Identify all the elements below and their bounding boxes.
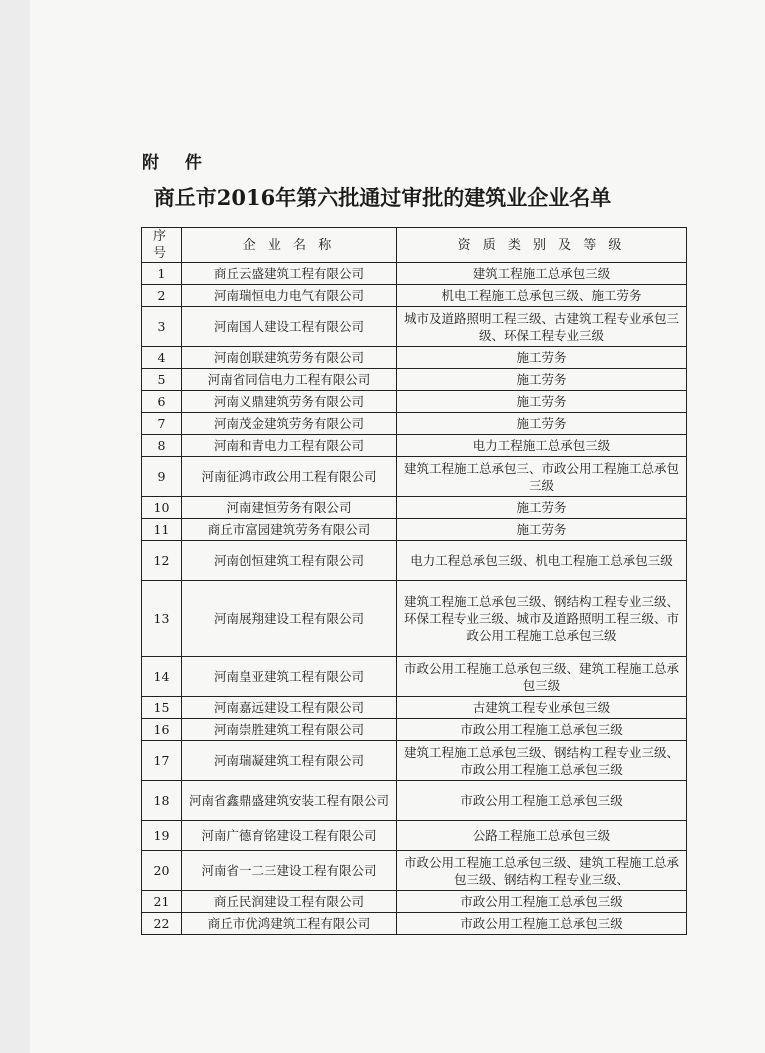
company-name: 河南皇亚建筑工程有限公司 [182,657,397,697]
table-row [142,369,687,391]
table-row [142,435,687,457]
qualification: 建筑工程施工总承包三级、钢结构工程专业三级、环保工程专业三级、城市及道路照明工程三级、市政公用工程施工总承包三级 [397,581,687,657]
company-name: 商丘市富园建筑劳务有限公司 [182,519,397,541]
table-row [142,851,687,891]
qualification: 建筑工程施工总承包三、市政公用工程施工总承包三级 [397,457,687,497]
row-number: 18 [142,781,182,821]
qualification: 市政公用工程施工总承包三级、建筑工程施工总承包三级、钢结构工程专业三级、 [397,851,687,891]
table-row [142,457,687,497]
company-name: 商丘云盛建筑工程有限公司 [182,263,397,285]
company-name: 河南省一二三建设工程有限公司 [182,851,397,891]
table-row [142,697,687,719]
qualification: 施工劳务 [397,413,687,435]
row-number: 4 [142,347,182,369]
header-no: 序号 [142,228,182,263]
row-number: 19 [142,821,182,851]
qualification: 建筑工程施工总承包三级 [397,263,687,285]
row-number: 15 [142,697,182,719]
table-row [142,913,687,935]
company-name: 河南征鸿市政公用工程有限公司 [182,457,397,497]
row-number: 6 [142,391,182,413]
company-name: 河南和青电力工程有限公司 [182,435,397,457]
table-row [142,891,687,913]
company-name: 河南崇胜建筑工程有限公司 [182,719,397,741]
row-number: 14 [142,657,182,697]
qualification: 施工劳务 [397,369,687,391]
table-header-row [142,228,687,263]
table-row [142,519,687,541]
table-row [142,821,687,851]
row-number: 1 [142,263,182,285]
company-name: 河南建恒劳务有限公司 [182,497,397,519]
company-name: 河南义鼎建筑劳务有限公司 [182,391,397,413]
company-name: 河南国人建设工程有限公司 [182,307,397,347]
company-name: 河南省同信电力工程有限公司 [182,369,397,391]
company-table [141,227,687,935]
row-number: 8 [142,435,182,457]
company-name: 商丘民润建设工程有限公司 [182,891,397,913]
row-number: 11 [142,519,182,541]
qualification: 市政公用工程施工总承包三级 [397,719,687,741]
table-row [142,781,687,821]
table-row [142,391,687,413]
company-name: 河南省鑫鼎盛建筑安装工程有限公司 [182,781,397,821]
qualification: 施工劳务 [397,497,687,519]
company-name: 河南展翔建设工程有限公司 [182,581,397,657]
table-row [142,497,687,519]
table-row [142,657,687,697]
row-number: 9 [142,457,182,497]
table-row [142,541,687,581]
table-row [142,413,687,435]
page-title: 商丘市2016年第六批通过审批的建筑业企业名单 [153,185,612,210]
company-name: 河南瑞凝建筑工程有限公司 [182,741,397,781]
qualification: 施工劳务 [397,347,687,369]
qualification: 机电工程施工总承包三级、施工劳务 [397,285,687,307]
table-row [142,719,687,741]
row-number: 2 [142,285,182,307]
header-company: 企 业 名 称 [182,228,397,263]
qualification: 城市及道路照明工程三级、古建筑工程专业承包三级、环保工程专业三级 [397,307,687,347]
table-row [142,285,687,307]
table-row [142,307,687,347]
table-row [142,263,687,285]
qualification: 市政公用工程施工总承包三级 [397,781,687,821]
qualification: 市政公用工程施工总承包三级 [397,913,687,935]
qualification: 建筑工程施工总承包三级、钢结构工程专业三级、市政公用工程施工总承包三级 [397,741,687,781]
qualification: 公路工程施工总承包三级 [397,821,687,851]
qualification: 施工劳务 [397,519,687,541]
qualification: 市政公用工程施工总承包三级、建筑工程施工总承包三级 [397,657,687,697]
header-qualification: 资 质 类 别 及 等 级 [397,228,687,263]
row-number: 10 [142,497,182,519]
table-body [142,263,687,935]
company-name: 河南广德育铭建设工程有限公司 [182,821,397,851]
company-name: 河南茂金建筑劳务有限公司 [182,413,397,435]
table-row [142,347,687,369]
attachment-label: 附 件 [142,153,212,173]
row-number: 21 [142,891,182,913]
row-number: 13 [142,581,182,657]
row-number: 5 [142,369,182,391]
company-name: 商丘市优鸿建筑工程有限公司 [182,913,397,935]
company-name: 河南创恒建筑工程有限公司 [182,541,397,581]
row-number: 7 [142,413,182,435]
qualification: 电力工程总承包三级、机电工程施工总承包三级 [397,541,687,581]
company-name: 河南创联建筑劳务有限公司 [182,347,397,369]
table-row [142,741,687,781]
qualification: 古建筑工程专业承包三级 [397,697,687,719]
qualification: 施工劳务 [397,391,687,413]
row-number: 17 [142,741,182,781]
row-number: 3 [142,307,182,347]
qualification: 电力工程施工总承包三级 [397,435,687,457]
qualification: 市政公用工程施工总承包三级 [397,891,687,913]
row-number: 12 [142,541,182,581]
row-number: 22 [142,913,182,935]
row-number: 20 [142,851,182,891]
company-name: 河南嘉远建设工程有限公司 [182,697,397,719]
company-name: 河南瑞恒电力电气有限公司 [182,285,397,307]
row-number: 16 [142,719,182,741]
table-row [142,581,687,657]
